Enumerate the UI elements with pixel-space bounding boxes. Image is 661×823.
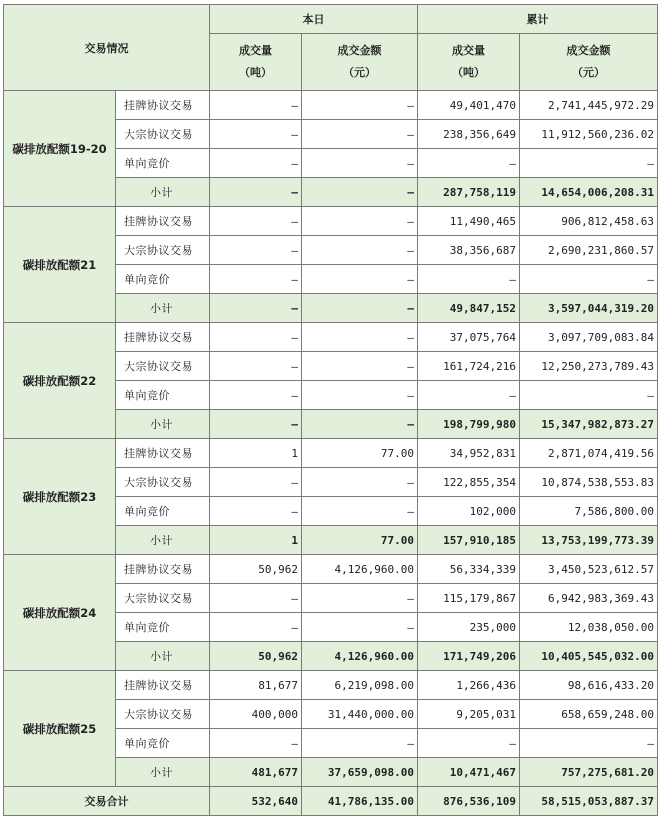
header-cum-amount-unit: （元） (572, 66, 605, 79)
today-amount-cell: – (302, 729, 418, 758)
category-cell: 碳排放配额21 (4, 207, 116, 323)
table-row (4, 207, 658, 236)
cum-amount-cell: 15,347,982,873.27 (520, 410, 658, 439)
cum-volume-cell: 115,179,867 (418, 584, 520, 613)
today-volume-cell: – (210, 323, 302, 352)
today-amount-cell: 77.00 (302, 439, 418, 468)
header-row-top (4, 5, 658, 34)
cum-volume-cell: 9,205,031 (418, 700, 520, 729)
trade-type-cell: 大宗协议交易 (116, 584, 210, 613)
today-volume-cell: 481,677 (210, 758, 302, 787)
cum-volume-cell: 34,952,831 (418, 439, 520, 468)
today-amount-cell: – (302, 613, 418, 642)
subtotal-label: 小计 (116, 758, 210, 787)
cum-volume-cell: 157,910,185 (418, 526, 520, 555)
cum-amount-cell: 13,753,199,773.39 (520, 526, 658, 555)
trade-type-cell: 大宗协议交易 (116, 120, 210, 149)
subtotal-label: 小计 (116, 294, 210, 323)
today-amount-cell: – (302, 236, 418, 265)
cum-amount-cell: 906,812,458.63 (520, 207, 658, 236)
cum-amount-cell: 2,741,445,972.29 (520, 91, 658, 120)
trade-type-cell: 挂牌协议交易 (116, 671, 210, 700)
cum-amount-cell: 10,874,538,553.83 (520, 468, 658, 497)
cum-amount-cell: 14,654,006,208.31 (520, 178, 658, 207)
table-row (4, 323, 658, 352)
today-volume-cell: – (210, 236, 302, 265)
cum-volume-cell: 37,075,764 (418, 323, 520, 352)
today-amount-cell: – (302, 149, 418, 178)
today-volume-cell: – (210, 584, 302, 613)
cum-volume-cell: – (418, 381, 520, 410)
today-volume-cell: 1 (210, 439, 302, 468)
category-cell: 碳排放配额24 (4, 555, 116, 671)
table-row (4, 671, 658, 700)
today-amount-cell: – (302, 410, 418, 439)
today-volume-cell: 50,962 (210, 555, 302, 584)
total-today-amount: 41,786,135.00 (302, 787, 418, 816)
cum-volume-cell: – (418, 265, 520, 294)
total-row (4, 787, 658, 816)
cum-volume-cell: 10,471,467 (418, 758, 520, 787)
cum-amount-cell: – (520, 381, 658, 410)
cum-volume-cell: 238,356,649 (418, 120, 520, 149)
cum-amount-cell: 3,450,523,612.57 (520, 555, 658, 584)
total-today-volume: 532,640 (210, 787, 302, 816)
cum-amount-cell: 98,616,433.20 (520, 671, 658, 700)
table-row (4, 91, 658, 120)
table-row (4, 439, 658, 468)
today-amount-cell: – (302, 584, 418, 613)
cum-amount-cell: 757,275,681.20 (520, 758, 658, 787)
today-amount-cell: – (302, 178, 418, 207)
category-cell: 碳排放配额22 (4, 323, 116, 439)
trade-type-cell: 挂牌协议交易 (116, 91, 210, 120)
today-amount-cell: – (302, 352, 418, 381)
header-today-amount (302, 34, 418, 91)
cum-volume-cell: 171,749,206 (418, 642, 520, 671)
cum-amount-cell: 6,942,983,369.43 (520, 584, 658, 613)
today-volume-cell: 81,677 (210, 671, 302, 700)
trade-type-cell: 单向竞价 (116, 613, 210, 642)
header-corner: 交易情况 (4, 5, 210, 91)
cum-amount-cell: 2,871,074,419.56 (520, 439, 658, 468)
trade-type-cell: 挂牌协议交易 (116, 555, 210, 584)
cum-volume-cell: 102,000 (418, 497, 520, 526)
table-row (4, 555, 658, 584)
today-volume-cell: – (210, 91, 302, 120)
header-today-amount-unit: （元） (343, 66, 376, 79)
cum-amount-cell: 7,586,800.00 (520, 497, 658, 526)
today-volume-cell: 50,962 (210, 642, 302, 671)
today-amount-cell: 4,126,960.00 (302, 642, 418, 671)
today-amount-cell: – (302, 323, 418, 352)
today-volume-cell: – (210, 294, 302, 323)
today-volume-cell: – (210, 149, 302, 178)
carbon-trading-table (3, 4, 658, 816)
today-amount-cell: – (302, 207, 418, 236)
today-amount-cell: 37,659,098.00 (302, 758, 418, 787)
today-volume-cell: – (210, 497, 302, 526)
header-today-volume (210, 34, 302, 91)
today-volume-cell: – (210, 613, 302, 642)
today-volume-cell: – (210, 265, 302, 294)
trade-type-cell: 单向竞价 (116, 265, 210, 294)
header-today-volume-unit: （吨） (239, 66, 272, 79)
header-today-amount-label: 成交金额 (337, 44, 382, 57)
header-cumulative: 累计 (418, 5, 658, 34)
today-amount-cell: – (302, 120, 418, 149)
trade-type-cell: 大宗协议交易 (116, 468, 210, 497)
cum-amount-cell: – (520, 149, 658, 178)
cum-volume-cell: 198,799,980 (418, 410, 520, 439)
cum-amount-cell: – (520, 729, 658, 758)
trade-type-cell: 挂牌协议交易 (116, 439, 210, 468)
trade-type-cell: 大宗协议交易 (116, 236, 210, 265)
today-amount-cell: – (302, 294, 418, 323)
subtotal-label: 小计 (116, 178, 210, 207)
today-amount-cell: – (302, 497, 418, 526)
cum-amount-cell: 11,912,560,236.02 (520, 120, 658, 149)
today-amount-cell: 77.00 (302, 526, 418, 555)
total-cum-volume: 876,536,109 (418, 787, 520, 816)
cum-amount-cell: 12,250,273,789.43 (520, 352, 658, 381)
trade-type-cell: 大宗协议交易 (116, 700, 210, 729)
cum-volume-cell: – (418, 729, 520, 758)
cum-volume-cell: 56,334,339 (418, 555, 520, 584)
cum-amount-cell: 10,405,545,032.00 (520, 642, 658, 671)
cum-volume-cell: 11,490,465 (418, 207, 520, 236)
today-volume-cell: – (210, 468, 302, 497)
today-volume-cell: – (210, 207, 302, 236)
category-cell: 碳排放配额19-20 (4, 91, 116, 207)
trade-type-cell: 单向竞价 (116, 729, 210, 758)
cum-amount-cell: 3,097,709,083.84 (520, 323, 658, 352)
trade-type-cell: 单向竞价 (116, 497, 210, 526)
today-amount-cell: – (302, 265, 418, 294)
cum-amount-cell: – (520, 265, 658, 294)
header-cum-volume-label: 成交量 (452, 44, 485, 57)
cum-volume-cell: 161,724,216 (418, 352, 520, 381)
today-volume-cell: – (210, 352, 302, 381)
cum-amount-cell: 12,038,050.00 (520, 613, 658, 642)
today-amount-cell: – (302, 91, 418, 120)
cum-volume-cell: 235,000 (418, 613, 520, 642)
total-cum-amount: 58,515,053,887.37 (520, 787, 658, 816)
today-amount-cell: 6,219,098.00 (302, 671, 418, 700)
header-cum-amount (520, 34, 658, 91)
cum-amount-cell: 658,659,248.00 (520, 700, 658, 729)
header-today-volume-label: 成交量 (239, 44, 272, 57)
trade-type-cell: 大宗协议交易 (116, 352, 210, 381)
cum-volume-cell: 122,855,354 (418, 468, 520, 497)
today-amount-cell: 4,126,960.00 (302, 555, 418, 584)
trade-type-cell: 单向竞价 (116, 149, 210, 178)
today-volume-cell: – (210, 729, 302, 758)
total-label: 交易合计 (4, 787, 210, 816)
today-amount-cell: – (302, 381, 418, 410)
table-body (4, 91, 658, 787)
cum-volume-cell: 1,266,436 (418, 671, 520, 700)
today-amount-cell: 31,440,000.00 (302, 700, 418, 729)
subtotal-label: 小计 (116, 410, 210, 439)
category-cell: 碳排放配额23 (4, 439, 116, 555)
header-cum-volume (418, 34, 520, 91)
today-volume-cell: – (210, 178, 302, 207)
cum-amount-cell: 3,597,044,319.20 (520, 294, 658, 323)
trade-type-cell: 挂牌协议交易 (116, 207, 210, 236)
header-cum-volume-unit: （吨） (452, 66, 485, 79)
category-cell: 碳排放配额25 (4, 671, 116, 787)
today-volume-cell: – (210, 381, 302, 410)
cum-volume-cell: 49,847,152 (418, 294, 520, 323)
cum-volume-cell: 38,356,687 (418, 236, 520, 265)
today-volume-cell: 400,000 (210, 700, 302, 729)
header-today: 本日 (210, 5, 418, 34)
subtotal-label: 小计 (116, 642, 210, 671)
cum-volume-cell: 287,758,119 (418, 178, 520, 207)
today-volume-cell: – (210, 120, 302, 149)
trade-type-cell: 挂牌协议交易 (116, 323, 210, 352)
today-volume-cell: – (210, 410, 302, 439)
subtotal-label: 小计 (116, 526, 210, 555)
today-amount-cell: – (302, 468, 418, 497)
cum-volume-cell: – (418, 149, 520, 178)
cum-amount-cell: 2,690,231,860.57 (520, 236, 658, 265)
cum-volume-cell: 49,401,470 (418, 91, 520, 120)
trade-type-cell: 单向竞价 (116, 381, 210, 410)
today-volume-cell: 1 (210, 526, 302, 555)
header-cum-amount-label: 成交金额 (566, 44, 611, 57)
